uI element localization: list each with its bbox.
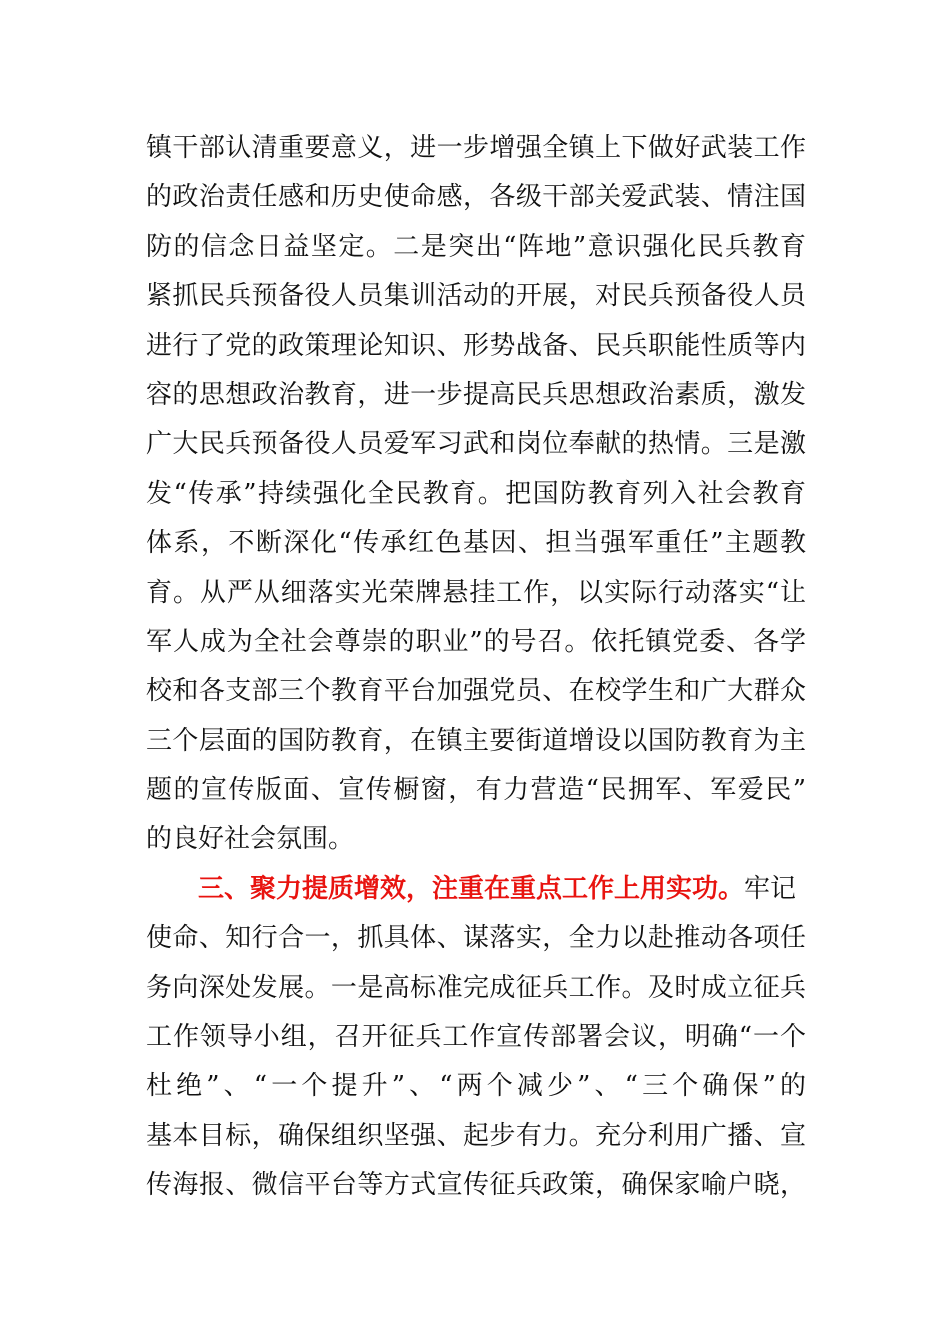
text-line: 杜绝”、“一个提升”、“两个减少”、“三个确保”的 (146, 1071, 806, 1102)
text-line: 基本目标，确保组织坚强、起步有力。充分利用广播、宣 (146, 1120, 806, 1151)
text-line: 广大民兵预备役人员爱军习武和岗位奉献的热情。三是激 (146, 429, 806, 460)
paragraph-1 (146, 124, 806, 865)
text-line: 紧抓民兵预备役人员集训活动的开展，对民兵预备役人员 (146, 281, 806, 312)
text-line: 务向深处发展。一是高标准完成征兵工作。及时成立征兵 (146, 972, 806, 1003)
text-line: 使命、知行合一，抓具体、谋落实，全力以赴推动各项任 (146, 923, 806, 954)
paragraph-section-3 (146, 865, 806, 1211)
section-3-first-line (146, 865, 806, 914)
text-line: 三个层面的国防教育，在镇主要街道增设以国防教育为主 (146, 725, 806, 756)
text-line: 军人成为全社会尊崇的职业”的号召。依托镇党委、各学 (146, 626, 806, 657)
text-line: 的良好社会氛围。 (146, 824, 355, 855)
text-line: 镇干部认清重要意义，进一步增强全镇上下做好武装工作 (146, 133, 806, 163)
text-line: 工作领导小组，召开征兵工作宣传部署会议，明确“一个 (146, 1022, 806, 1053)
text-line: 发“传承”持续强化全民教育。把国防教育列入社会教育 (146, 478, 806, 509)
text-line: 校和各支部三个教育平台加强党员、在校学生和广大群众 (146, 676, 806, 707)
text-line: 题的宣传版面、宣传橱窗，有力营造“民拥军、军爱民” (146, 775, 806, 806)
text-line: 体系，不断深化“传承红色基因、担当强军重任”主题教 (146, 528, 806, 559)
section-3-first-line-rest: 牢记 (744, 873, 797, 904)
text-line: 进行了党的政策理论知识、形势战备、民兵职能性质等内 (146, 330, 806, 361)
text-line: 传海报、微信平台等方式宣传征兵政策，确保家喻户晓， (146, 1170, 806, 1201)
text-line: 容的思想政治教育，进一步提高民兵思想政治素质，激发 (146, 379, 806, 410)
text-line: 的政治责任感和历史使命感，各级干部关爱武装、情注国 (146, 182, 806, 213)
text-line: 防的信念日益坚定。二是突出“阵地”意识强化民兵教育 (146, 231, 806, 262)
document-body (146, 124, 806, 1211)
text-line: 育。从严从细落实光荣牌悬挂工作，以实际行动落实“让 (146, 577, 806, 608)
section-3-heading: 三、聚力提质增效，注重在重点工作上用实功。 (198, 873, 745, 904)
